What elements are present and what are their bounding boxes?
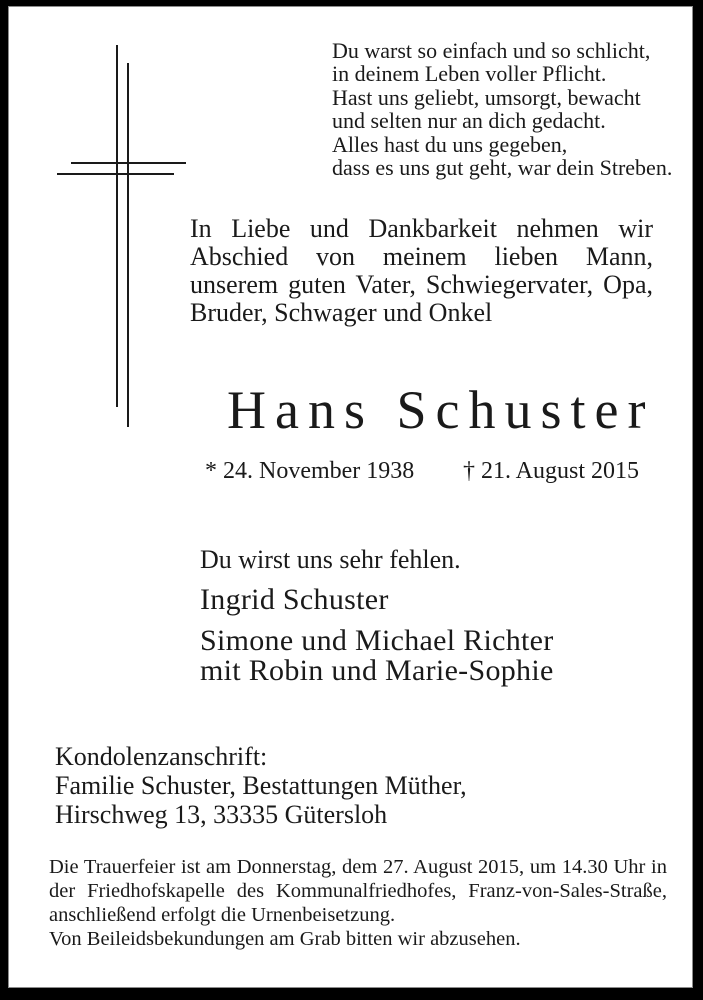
condolence-address bbox=[55, 742, 467, 829]
condolence-note: Von Beileidsbekundungen am Grab bitten wir abzusehen. bbox=[49, 928, 521, 950]
deceased-name: Hans Schuster bbox=[227, 380, 655, 440]
mourner-name: Ingrid Schuster bbox=[200, 583, 389, 616]
intro-line: Bruder, Schwager und Onkel bbox=[190, 298, 493, 327]
funeral-information bbox=[49, 855, 667, 951]
cross-vertical-line-1 bbox=[116, 45, 118, 407]
cross-vertical-line-2 bbox=[127, 63, 129, 427]
intro-line: Abschied von meinem lieben Mann, bbox=[190, 242, 653, 271]
poem-line: dass es uns gut geht, war dein Streben. bbox=[332, 155, 673, 181]
funeral-details bbox=[49, 855, 667, 927]
poem-line: und selten nur an dich gedacht. bbox=[332, 108, 606, 134]
life-dates bbox=[9, 457, 692, 485]
funeral-line: der Friedhofskapelle des Kommunalfriedhofes, Franz-von-Sales-Straße, bbox=[49, 880, 667, 902]
funeral-line: Die Trauerfeier ist am Donnerstag, dem 27. August 2015, um 14.30 Uhr in bbox=[49, 856, 667, 878]
intro-line: In Liebe und Dankbarkeit nehmen wir bbox=[190, 214, 653, 243]
memorial-poem bbox=[332, 39, 672, 179]
condolence-line: Familie Schuster, Bestattungen Müther, bbox=[55, 771, 467, 800]
mourner-name: Simone und Michael Richter bbox=[200, 624, 554, 657]
condolence-line: Hirschweg 13, 33335 Gütersloh bbox=[55, 800, 388, 829]
poem-line: Du warst so einfach und so schlicht, bbox=[332, 38, 651, 63]
mourner-name: mit Robin und Marie-Sophie bbox=[200, 654, 554, 687]
poem-line: in deinem Leben voller Pflicht. bbox=[332, 61, 607, 87]
poem-line: Alles hast du uns gegeben, bbox=[332, 131, 568, 157]
birth-date: * 24. November 1938 bbox=[205, 458, 415, 484]
condolence-heading: Kondolenzanschrift: bbox=[55, 742, 268, 771]
cross-horizontal-line-1 bbox=[71, 162, 186, 164]
cross-horizontal-line-2 bbox=[57, 173, 174, 175]
funeral-line: anschließend erfolgt die Urnenbeisetzung. bbox=[49, 904, 396, 926]
poem-line: Hast uns geliebt, umsorgt, bewacht bbox=[332, 84, 641, 110]
obituary-page bbox=[8, 6, 693, 988]
intro-line: unserem guten Vater, Schwiegervater, Opa, bbox=[190, 270, 653, 299]
death-date: † 21. August 2015 bbox=[463, 458, 640, 484]
mourner-family bbox=[200, 626, 554, 686]
farewell-line: Du wirst uns sehr fehlen. bbox=[200, 545, 461, 574]
intro-paragraph bbox=[190, 215, 653, 327]
